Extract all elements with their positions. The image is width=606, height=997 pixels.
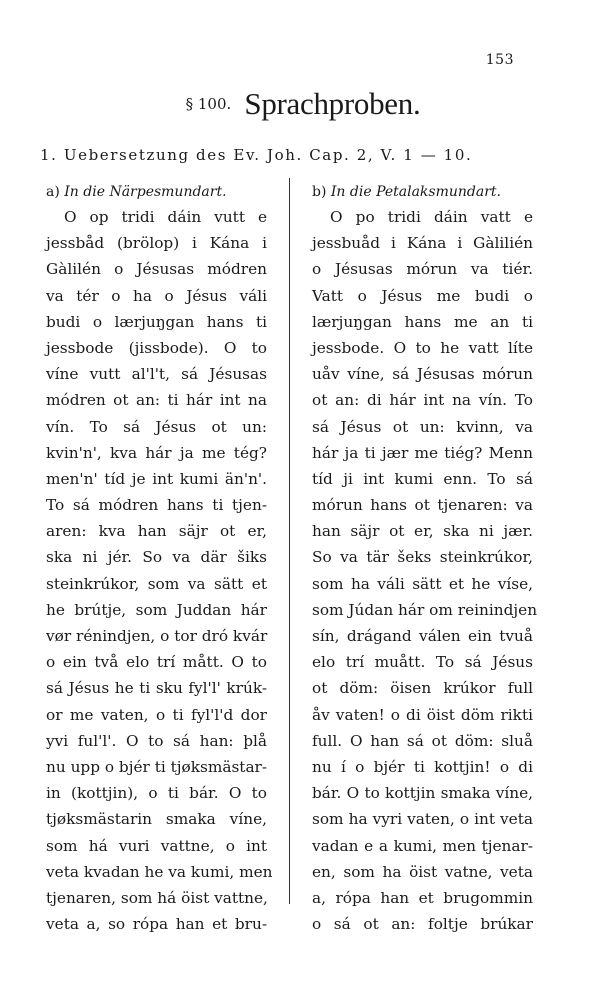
text-line: O op tridi dáin vutt e — [64, 208, 267, 226]
text-line: or me vaten, o ti fyl'l'd dor — [46, 705, 267, 724]
text-line: en, som ha öist vatne, veta — [312, 862, 533, 881]
text-line: módren ot an: ti hár int na — [46, 391, 267, 410]
text-line: ska ni jér. So va där šiks — [46, 548, 267, 567]
text-line: So va tär šeks steinkrúkor, — [312, 548, 533, 567]
section-number: § 100. — [185, 95, 232, 113]
text-line: men'n' tíd je int kumi än'n'. — [46, 469, 267, 488]
text-line: vør rénindjen, o tor dró kvár — [46, 627, 268, 645]
text-line: jessbuåd i Kána i Gàlilién — [312, 234, 533, 253]
text-line: jessbåd (brölop) i Kána i — [46, 234, 267, 253]
left-column-text — [46, 204, 273, 937]
left-column-heading — [46, 180, 267, 204]
text-line: vín. To sá Jésus ot un: — [46, 417, 267, 436]
text-line: va tér o ha o Jésus váli — [46, 286, 267, 305]
text-line: tjøksmästarin smaka víne, — [46, 810, 267, 829]
right-column-heading-text: In die Petalaksmundart. — [330, 184, 501, 200]
text-line: a, rópa han et brugommin — [312, 888, 533, 907]
text-line: elo trí muått. To sá Jésus — [312, 653, 533, 672]
text-line: kvin'n', kva hár ja me tég? — [46, 443, 267, 462]
right-column-prefix: b) — [312, 184, 327, 200]
text-line: han säjr ot er, ska ni jær. — [312, 522, 533, 541]
text-line: nu í o bjér ti kottjin! o di — [312, 757, 533, 776]
text-line: tíd ji int kumi enn. To sá — [312, 469, 533, 488]
right-column — [312, 180, 538, 937]
left-column-heading-text: In die Närpesmundart. — [64, 184, 227, 200]
subtitle: 1. Uebersetzung des Ev. Joh. Cap. 2, V. 1 — 10. — [40, 146, 473, 164]
text-line: yvi ful'l'. O to sá han: þlå — [46, 731, 267, 750]
text-line: vadan e a kumi, men tjenar- — [312, 836, 533, 855]
text-line: víne vutt al'l't, sá Jésusas — [46, 365, 267, 384]
text-line: hár ja ti jær me tiég? Menn — [312, 443, 533, 462]
text-line: in (kottjin), o ti bár. O to — [46, 784, 267, 803]
text-line: sá Jésus he ti sku fyl'l' krúk- — [46, 679, 267, 698]
text-line: nu upp o bjér ti tjøksmästar- — [46, 757, 268, 776]
text-line: budi o lærjuŋgan hans ti — [46, 312, 267, 331]
text-line: veta a, so rópa han et bru- — [46, 915, 267, 934]
text-line: veta kvadan he va kumi, men — [46, 862, 273, 881]
text-line: o ein två elo trí mått. O to — [46, 653, 267, 672]
text-line: jessbode (jissbode). O to — [46, 338, 267, 357]
text-line: o sá ot an: foltje brúkar — [312, 915, 533, 934]
text-line: tjenaren, som há öist vattne, — [46, 888, 268, 907]
left-column — [46, 180, 273, 937]
text-line: som há vuri vattne, o int — [46, 836, 267, 855]
section-heading — [0, 86, 606, 122]
section-title: Sprachproben. — [244, 86, 421, 121]
text-line: O po tridi dáin vatt e — [330, 208, 533, 226]
text-line: ot döm: öisen krúkor full — [312, 679, 533, 698]
text-line: To sá módren hans ti tjen- — [46, 496, 267, 515]
text-line: som ha váli sätt et he víse, — [312, 574, 533, 593]
text-line: åv vaten! o di öist döm rikti — [312, 705, 533, 724]
text-line: uåv víne, sá Jésusas mórun — [312, 365, 533, 384]
page-number: 153 — [485, 52, 514, 68]
text-line: sá Jésus ot un: kvinn, va — [312, 417, 533, 436]
left-column-prefix: a) — [46, 184, 60, 200]
text-line: som ha vyri vaten, o int veta — [312, 810, 533, 829]
text-line: som Júdan hár om reinindjen — [312, 600, 538, 619]
text-line: sín, drágand válen ein tvuå — [312, 627, 533, 645]
right-column-text — [312, 204, 538, 937]
text-line: aren: kva han säjr ot er, — [46, 522, 267, 541]
text-line: ot an: di hár int na vín. To — [312, 391, 533, 410]
text-line: full. O han sá ot döm: sluå — [312, 731, 533, 750]
text-line: o Jésusas mórun va tiér. — [312, 260, 533, 279]
text-line: lærjuŋgan hans me an ti — [312, 312, 533, 331]
text-line: Vatt o Jésus me budi o — [312, 286, 533, 305]
right-column-heading — [312, 180, 533, 204]
text-line: he brútje, som Juddan hár — [46, 600, 267, 619]
text-line: mórun hans ot tjenaren: va — [312, 496, 533, 515]
text-line: steinkrúkor, som va sätt et — [46, 574, 267, 593]
text-line: Gàlilén o Jésusas módren — [46, 260, 267, 279]
text-line: jessbode. O to he vatt líte — [312, 338, 533, 357]
text-line: bár. O to kottjin smaka víne, — [312, 784, 533, 803]
column-divider — [289, 178, 290, 904]
